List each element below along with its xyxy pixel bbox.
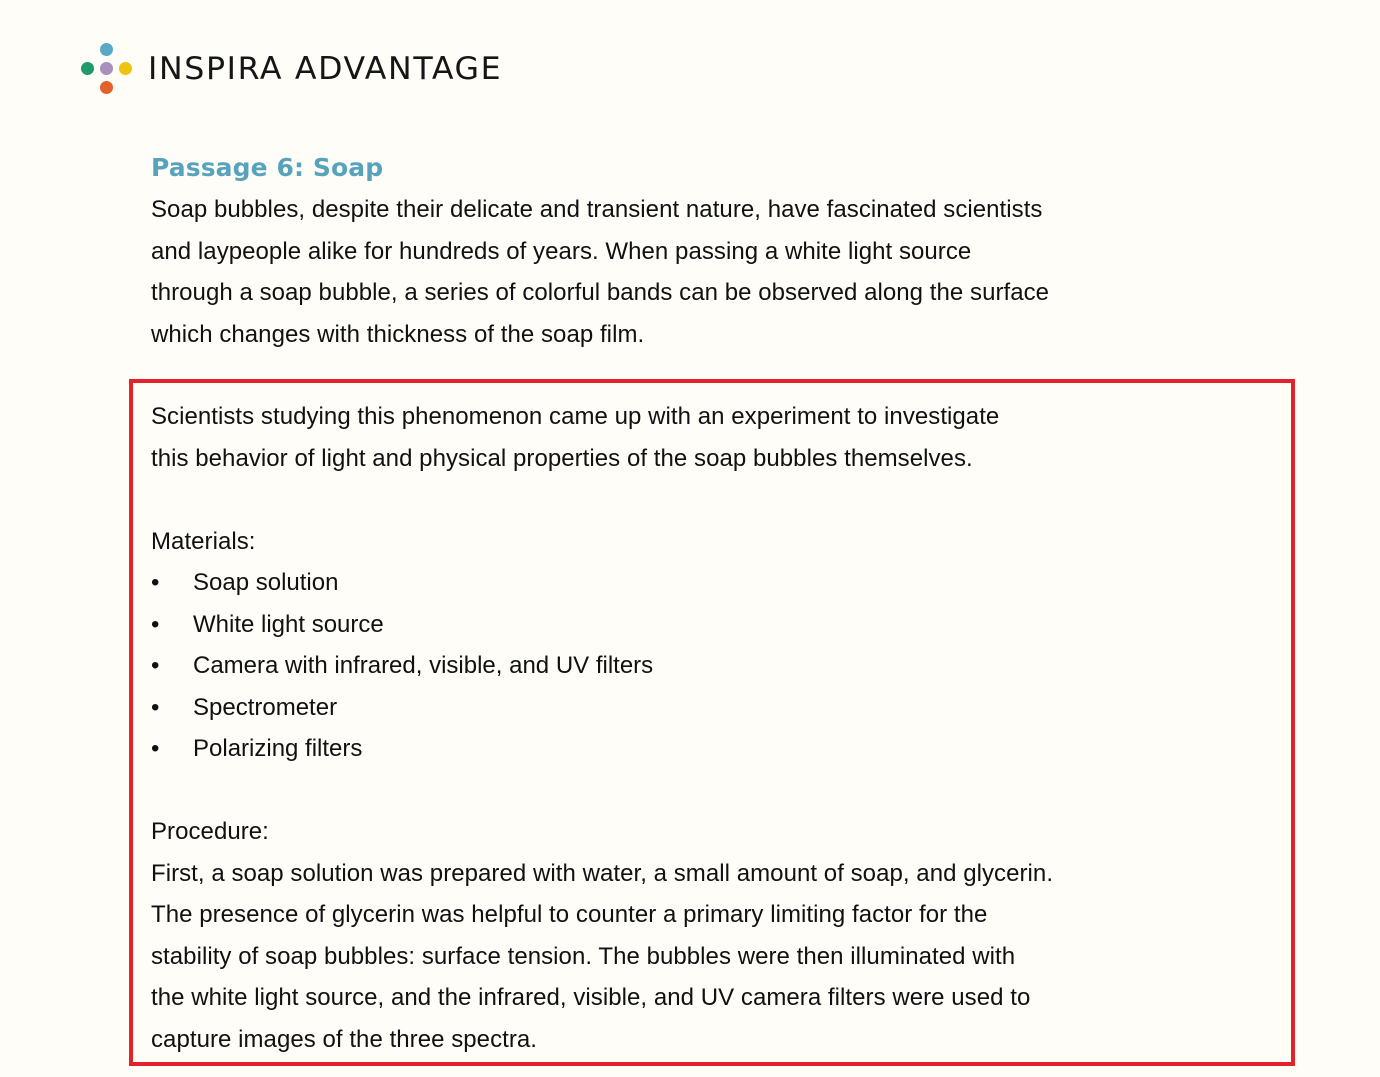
list-item: [151, 604, 1271, 646]
passage-intro: [151, 189, 1271, 355]
passage-title: Passage 6: Soap: [151, 153, 384, 182]
bullet-icon: •: [151, 610, 160, 638]
logo-dots-icon: [79, 42, 135, 96]
material-label: Soap solution: [193, 569, 339, 596]
logo-dot-center: [100, 62, 113, 75]
procedure-line: capture images of the three spectra.: [151, 1025, 538, 1053]
material-label: Camera with infrared, visible, and UV filters: [193, 652, 654, 679]
brand-logo: [79, 42, 503, 96]
material-label: White light source: [193, 610, 384, 638]
logo-dot-left: [81, 62, 94, 75]
passage-section: [151, 150, 1271, 355]
procedure-line: The presence of glycerin was helpful to counter a primary limiting factor for the: [151, 901, 988, 928]
list-item: [151, 562, 1271, 604]
bullet-icon: •: [151, 569, 160, 596]
experiment-section: [151, 396, 1271, 1060]
bullet-icon: •: [151, 693, 160, 721]
intro-line: which changes with thickness of the soap film.: [151, 320, 645, 348]
list-item: [151, 728, 1271, 770]
intro-line: Soap bubbles, despite their delicate and transient nature, have fascinated scientists: [151, 196, 1043, 223]
list-item: [151, 645, 1271, 687]
spacer: [151, 479, 1271, 521]
experiment-line: this behavior of light and physical properties of the soap bubbles themselves.: [151, 444, 973, 472]
materials-label: Materials:: [151, 527, 256, 555]
materials-list: [151, 562, 1271, 770]
material-label: Polarizing filters: [193, 735, 363, 762]
bullet-icon: •: [151, 735, 160, 762]
intro-line: and laypeople alike for hundreds of years. When passing a white light source: [151, 237, 972, 265]
procedure-line: First, a soap solution was prepared with water, a small amount of soap, and glycerin.: [151, 859, 1054, 887]
bullet-icon: •: [151, 652, 160, 679]
list-item: [151, 687, 1271, 729]
logo-dot-right: [119, 62, 132, 75]
experiment-line: Scientists studying this phenomenon came up with an experiment to investigate: [151, 403, 1000, 430]
logo-wordmark: INSPIRA ADVANTAGE: [148, 50, 503, 87]
spacer: [151, 770, 1271, 812]
logo-dot-bottom: [100, 81, 113, 94]
material-label: Spectrometer: [193, 693, 338, 721]
procedure-line: stability of soap bubbles: surface tension. The bubbles were then illuminated with: [151, 942, 1016, 970]
procedure-label: Procedure:: [151, 818, 269, 845]
logo-dot-top: [100, 43, 113, 56]
procedure-line: the white light source, and the infrared, visible, and UV camera filters were used to: [151, 984, 1031, 1011]
intro-line: through a soap bubble, a series of colorful bands can be observed along the surface: [151, 279, 1050, 306]
